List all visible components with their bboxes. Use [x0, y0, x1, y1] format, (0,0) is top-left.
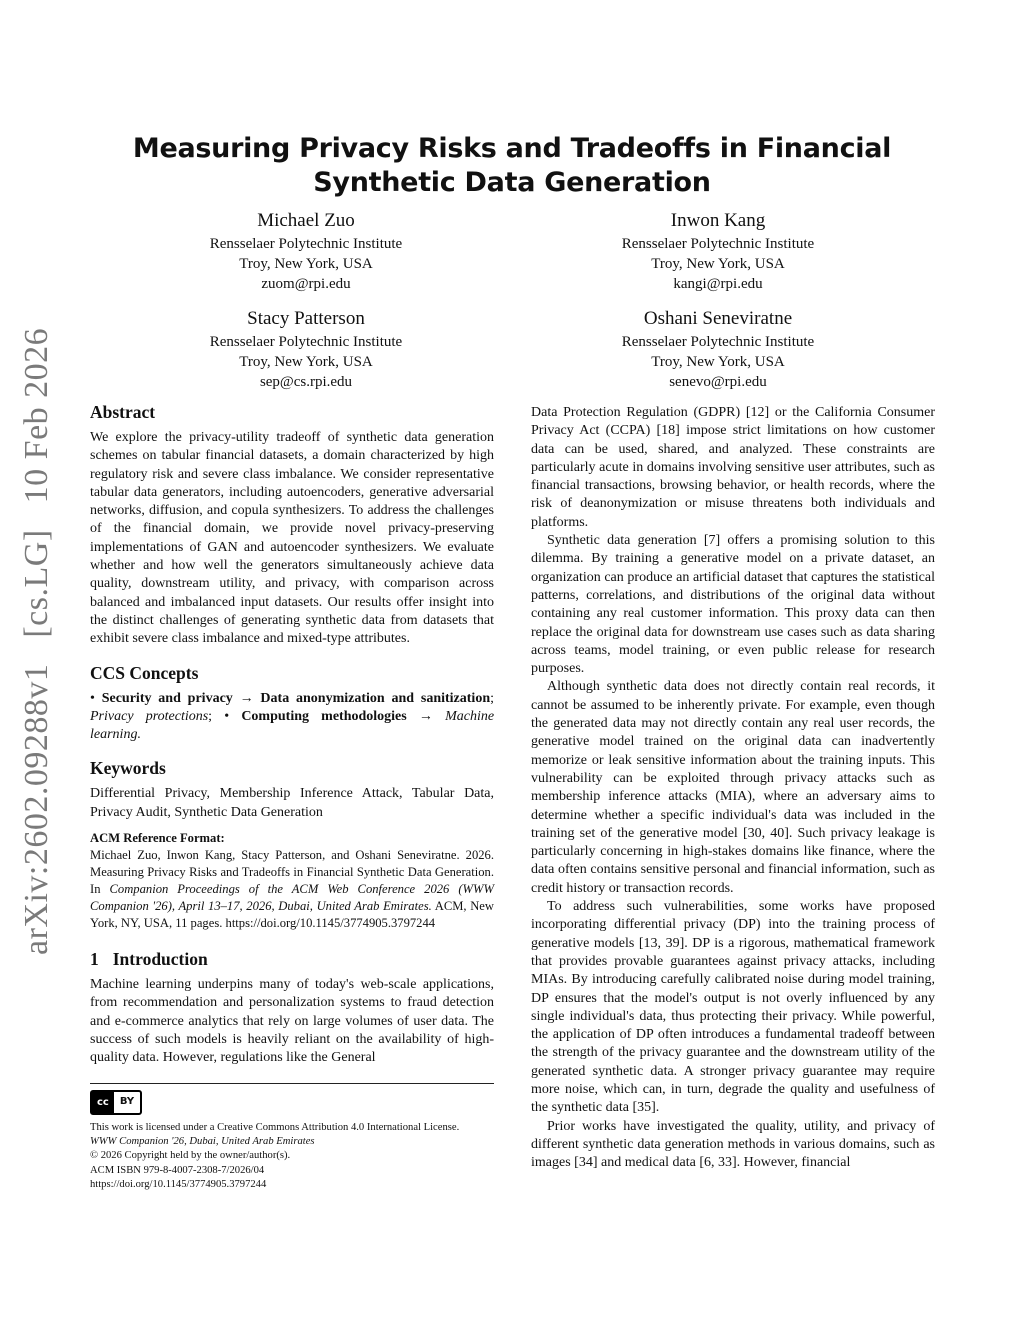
cc-by-badge[interactable] [90, 1090, 142, 1115]
author-name: Inwon Kang [670, 210, 766, 231]
author-location: Troy, New York, USA [651, 354, 785, 370]
author-block-2 [538, 208, 898, 294]
arxiv-date: 10 Feb 2026 [18, 327, 55, 504]
author-email: kangi@rpi.edu [673, 276, 763, 292]
ccs-text: • Security and privacy → Data anonymization and sanitization; Privacy protections; • Computing methodologies → Machine learning. [90, 690, 495, 743]
author-location: Troy, New York, USA [651, 256, 785, 272]
author-affiliation: Rensselaer Polytechnic Institute [209, 334, 403, 350]
ccs-heading: CCS Concepts [90, 662, 199, 683]
license-line: This work is licensed under a Creative Commons Attribution 4.0 International License. [90, 1122, 460, 1133]
author-block-1 [126, 208, 486, 294]
intro-paragraph: Machine learning underpins many of today's web-scale applications, from recommendation and personalization systems to fraud detection and e-commerce analytics that rely on large volumes of user data. The success of such models is heavily reliant on the availability of high-quality data. However, regulations like the General [90, 977, 494, 1066]
author-affiliation: Rensselaer Polytechnic Institute [209, 236, 403, 252]
doi-line: https://doi.org/10.1145/3774905.3797244 [90, 1178, 267, 1190]
right-column [531, 404, 935, 1172]
by-icon: BY [119, 1096, 135, 1108]
body-paragraph: Prior works have investigated the quality, utility, and privacy of different synthetic data generation methods in various domains, such as images [34] and medical data [6, 33]. However, financial [531, 1118, 935, 1171]
acm-ref-heading: ACM Reference Format: [90, 831, 225, 846]
author-name: Michael Zuo [257, 210, 355, 231]
body-paragraph: Data Protection Regulation (GDPR) [12] or the California Consumer Privacy Act (CCPA) [18] impose strict limitations on how customer data can be used, shared, and analyzed. These constraints are particularly acute in domains involving sensitive user attributes, such as financial transactions, browsing behavior, or health records, where the risk of deanonymization or misuse threatens both individuals and platforms. [531, 405, 935, 530]
copyright-line: © 2026 Copyright held by the owner/author(s). [90, 1150, 291, 1162]
author-email: zuom@rpi.edu [261, 276, 351, 292]
license-block [90, 1090, 500, 1192]
author-name: Oshani Seneviratne [643, 308, 793, 329]
author-name: Stacy Patterson [247, 308, 365, 329]
arxiv-id: arXiv:2602.09288v1 [18, 663, 55, 955]
conference-line: WWW Companion '26, Dubai, United Arab Emirates [90, 1136, 315, 1148]
cc-icon: cc [92, 1092, 114, 1113]
intro-heading: 1 Introduction [90, 949, 208, 970]
footer-divider [90, 1083, 494, 1084]
author-block-3 [126, 306, 486, 392]
body-paragraph: Synthetic data generation [7] offers a promising solution to this dilemma. By training a generative model on a private dataset, an organization can produce an artificial dataset that captures the statistical patterns, correlations, and distributions of the original data without containing any real customer information. This proxy data can then replace the original data for downstream use cases such as data sharing across teams, model training, or even public release for research purposes. [531, 533, 935, 677]
author-location: Troy, New York, USA [239, 354, 373, 370]
author-email: sep@cs.rpi.edu [259, 374, 353, 390]
keywords-text: Differential Privacy, Membership Inference Attack, Tabular Data, Privacy Audit, Synthetic Data Generation [90, 786, 494, 820]
author-email: senevo@rpi.edu [669, 374, 767, 390]
keywords-heading: Keywords [90, 758, 166, 779]
arxiv-sidebar [18, 315, 64, 955]
abstract-text: We explore the privacy-utility tradeoff of synthetic data generation schemes on tabular financial datasets, a domain characterized by high regulatory risk and severe class imbalance. We consider representative tabular data generators, including autoencoders, generative adversarial networks, diffusion, and copula synthesizers. To address the challenges of the financial domain, we provide novel privacy-preserving implementations of GAN and autoencoder synthesizers. We evaluate whether and how well the generators simultaneously achieve data quality, downstream utility, and privacy, with comparison across balanced and imbalanced input datasets. Our results offer insight into the distinct challenges of generating synthetic data from datasets that exhibit severe class imbalance and mixed-type attributes. [90, 430, 494, 647]
paper-title: Measuring Privacy Risks and Tradeoffs in Financial Synthetic Data Generation [132, 133, 892, 198]
abstract-heading: Abstract [90, 402, 156, 422]
isbn-line: ACM ISBN 979-8-4007-2308-7/2026/04 [90, 1164, 265, 1176]
arxiv-category: [cs.LG] [18, 529, 55, 638]
body-paragraph: To address such vulnerabilities, some works have proposed incorporating differential privacy (DP) into the training process of generative models [13, 39]. DP is a rigorous, mathematical framework that provides provable guarantees against privacy attacks, including MIAs. By introducing carefully calibrated noise during model training, DP ensures that the model's output is not overly influenced by any single individual's data, thus protecting their privacy. While powerful, the application of DP often introduces a fundamental tradeoff between the strength of the privacy guarantee and the downstream utility of the generated synthetic data. A stronger privacy guarantee may require more noise, which can, in turn, degrade the quality and usefulness of the synthetic data [35]. [531, 899, 935, 1116]
left-column [90, 401, 494, 1068]
acm-reference: ACM Reference Format: Michael Zuo, Inwon Kang, Stacy Patterson, and Oshani Seneviratne. 2026. Measuring Privacy Risks and Tradeoffs in Financial Synthetic Data Generation. In Companion Proceedings of the ACM Web Conference 2026 (WWW Companion '26), April 13–17, 2026, Dubai, United Arab Emirates. ACM, New York, NY, USA, 11 pages. https://doi.org/10.1145/3774905.3797244 [90, 831, 495, 931]
author-block-4 [538, 306, 898, 392]
body-paragraph: Although synthetic data does not directly contain real records, it cannot be assumed to be inherently private. For example, even though the generated data may not directly contain any real user records, the generative model trained on the original data can inadvertently memorize or leak sensitive information about the training inputs. This vulnerability can be exploited through privacy attacks such as membership inference attacks (MIA), where an adversary aims to determine whether a specific individual's data was included in the training set of the generative model [30, 40]. Such privacy leakage is particularly concerning in high-stakes domains like finance, where the data often contains sensitive personal and financial information, such as credit history or transaction records. [531, 679, 935, 896]
author-location: Troy, New York, USA [239, 256, 373, 272]
author-affiliation: Rensselaer Polytechnic Institute [621, 334, 815, 350]
author-affiliation: Rensselaer Polytechnic Institute [621, 236, 815, 252]
